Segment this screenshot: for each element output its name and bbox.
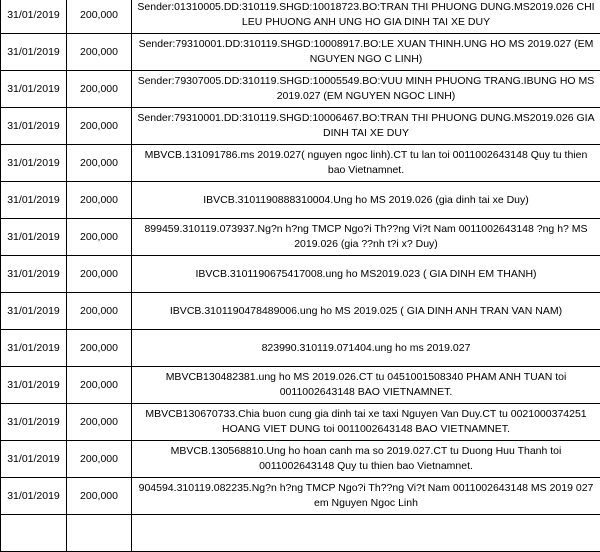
- table-row: [1, 71, 600, 108]
- description-cell: [132, 515, 600, 552]
- date-cell: 31/01/2019: [1, 145, 67, 182]
- date-cell: 31/01/2019: [1, 293, 67, 330]
- description-cell: Sender:79310001.DD:310119.SHGD:10008917.BO:LE XUAN THINH.UNG HO MS 2019.027 (EM NGUYEN NGO C LINH): [132, 34, 600, 71]
- description-cell: 823990.310119.071404.ung ho ms 2019.027: [132, 330, 600, 367]
- description-cell: MBVCB.131091786.ms 2019.027( nguyen ngoc linh).CT tu lan toi 0011002643148 Quy tu thien bao Vietnamnet.: [132, 145, 600, 182]
- description-cell: Sender:79310001.DD:310119.SHGD:10006467.BO:TRAN THI PHUONG DUNG.MS2019.026 GIA DINH TAI XE DUY: [132, 108, 600, 145]
- amount-cell: [67, 515, 132, 552]
- date-cell: 31/01/2019: [1, 256, 67, 293]
- date-cell: 31/01/2019: [1, 367, 67, 404]
- table-row: [1, 34, 600, 71]
- description-cell: MBVCB130670733.Chia buon cung gia dinh tai xe taxi Nguyen Van Duy.CT tu 0021000374251 HOANG VIET DUNG toi 0011002643148 BAO VIETNAMNET.: [132, 404, 600, 441]
- table-row: [1, 478, 600, 515]
- table-row: [1, 330, 600, 367]
- amount-cell: 200,000: [67, 330, 132, 367]
- table-row: [1, 145, 600, 182]
- date-cell: 31/01/2019: [1, 330, 67, 367]
- date-cell: 31/01/2019: [1, 219, 67, 256]
- table-row: [1, 441, 600, 478]
- description-cell: 899459.310119.073937.Ng?n h?ng TMCP Ngo?i Th??ng Vi?t Nam 0011002643148 ?ng h? MS 2019.026 (gia ??nh t?i x? Duy): [132, 219, 600, 256]
- amount-cell: 200,000: [67, 145, 132, 182]
- amount-cell: 200,000: [67, 219, 132, 256]
- table-row: [1, 182, 600, 219]
- description-cell: IBVCB.3101190478489006.ung ho MS 2019.025 ( GIA DINH ANH TRAN VAN NAM): [132, 293, 600, 330]
- table-row: [1, 0, 600, 34]
- date-cell: 31/01/2019: [1, 182, 67, 219]
- table-row: [1, 515, 600, 552]
- amount-cell: 200,000: [67, 0, 132, 34]
- amount-cell: 200,000: [67, 293, 132, 330]
- table-row: [1, 256, 600, 293]
- table-row: [1, 367, 600, 404]
- amount-cell: 200,000: [67, 182, 132, 219]
- table-row: [1, 404, 600, 441]
- amount-cell: 200,000: [67, 256, 132, 293]
- amount-cell: 200,000: [67, 404, 132, 441]
- amount-cell: 200,000: [67, 478, 132, 515]
- date-cell: 31/01/2019: [1, 404, 67, 441]
- description-cell: IBVCB.3101190675417008.ung ho MS2019.023 ( GIA DINH EM THANH): [132, 256, 600, 293]
- table-row: [1, 293, 600, 330]
- table-row: [1, 219, 600, 256]
- date-cell: 31/01/2019: [1, 34, 67, 71]
- amount-cell: 200,000: [67, 367, 132, 404]
- amount-cell: 200,000: [67, 441, 132, 478]
- date-cell: 31/01/2019: [1, 71, 67, 108]
- date-cell: [1, 515, 67, 552]
- date-cell: 31/01/2019: [1, 441, 67, 478]
- amount-cell: 200,000: [67, 34, 132, 71]
- transactions-body: [1, 0, 600, 552]
- description-cell: IBVCB.3101190888310004.Ung ho MS 2019.026 (gia dinh tai xe Duy): [132, 182, 600, 219]
- table-row: [1, 108, 600, 145]
- date-cell: 31/01/2019: [1, 478, 67, 515]
- description-cell: Sender:01310005.DD:310119.SHGD:10018723.BO:TRAN THI PHUONG DUNG.MS2019.026 CHI LEU PHUONG ANH UNG HO GIA DINH TAI XE DUY: [132, 0, 600, 34]
- description-cell: MBVCB130482381.ung ho MS 2019.026.CT tu 0451001508340 PHAM ANH TUAN toi 0011002643148 BAO VIETNAMNET.: [132, 367, 600, 404]
- date-cell: 31/01/2019: [1, 108, 67, 145]
- amount-cell: 200,000: [67, 108, 132, 145]
- description-cell: MBVCB.130568810.Ung ho hoan canh ma so 2019.027.CT tu Duong Huu Thanh toi 0011002643148 Quy tu thien bao Vietnamnet.: [132, 441, 600, 478]
- description-cell: 904594.310119.082235.Ng?n h?ng TMCP Ngo?i Th??ng Vi?t Nam 0011002643148 MS 2019 027 em Nguyen Ngoc Linh: [132, 478, 600, 515]
- date-cell: 31/01/2019: [1, 0, 67, 34]
- amount-cell: 200,000: [67, 71, 132, 108]
- description-cell: Sender:79307005.DD:310119.SHGD:10005549.BO:VUU MINH PHUONG TRANG.IBUNG HO MS 2019.027 (EM NGUYEN NGOC LINH): [132, 71, 600, 108]
